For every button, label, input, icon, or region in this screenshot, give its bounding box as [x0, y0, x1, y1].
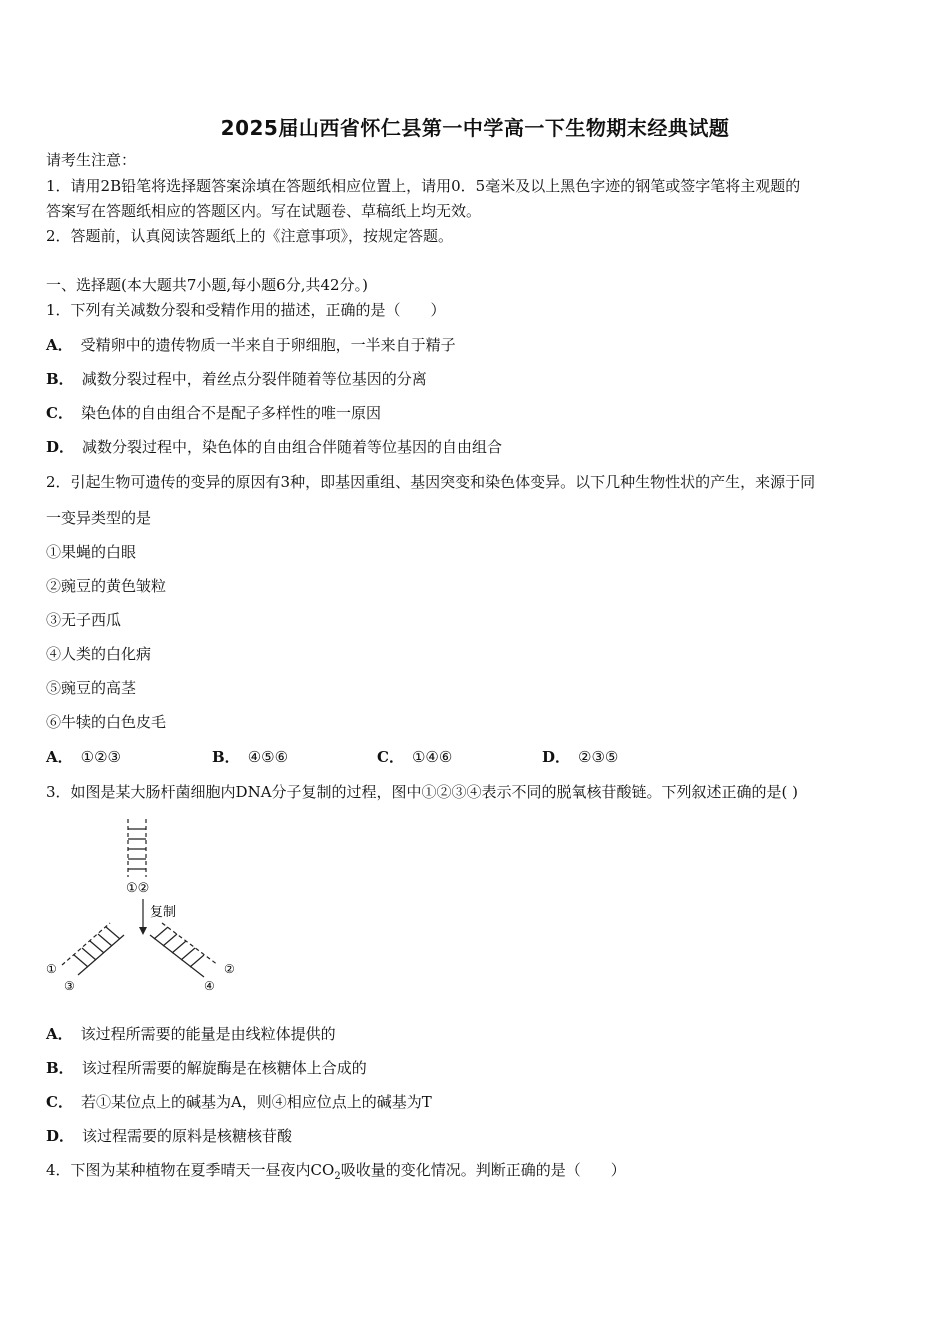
notice-line-2: 答案写在答题纸相应的答题区内。写在试题卷、草稿纸上均无效。 — [46, 202, 482, 220]
q2-item-6: ⑥牛犊的白色皮毛 — [46, 713, 167, 731]
q2-stem-line-2: 一变异类型的是 — [46, 509, 152, 527]
dna-replication-figure — [40, 815, 250, 1000]
option-label: B． — [46, 370, 74, 388]
q2-option-c — [377, 747, 452, 767]
q1-option-d — [46, 437, 502, 457]
option-text: ④⑤⑥ — [247, 748, 289, 766]
section-heading: 一、选择题(本大题共7小题,每小题6分,共42分。) — [46, 276, 368, 294]
q1-stem: 1．下列有关减数分裂和受精作用的描述，正确的是（ ） — [46, 301, 446, 319]
option-text: 该过程所需要的解旋酶是在核糖体上合成的 — [81, 1059, 367, 1077]
option-label: A． — [46, 748, 73, 766]
q2-option-a — [46, 747, 121, 767]
right-inner-label: ④ — [204, 979, 215, 993]
top-strand-labels: ①② — [126, 881, 150, 896]
left-daughter-dna — [62, 923, 124, 975]
q4-stem — [46, 1160, 626, 1187]
q2-option-b — [212, 747, 288, 767]
option-label: C． — [377, 748, 404, 766]
q3-option-a — [46, 1024, 336, 1044]
q2-item-2: ②豌豆的黄色皱粒 — [46, 577, 167, 595]
right-outer-label: ② — [224, 962, 235, 976]
option-text: 该过程所需要的能量是由线粒体提供的 — [80, 1025, 336, 1043]
option-text: 染色体的自由组合不是配子多样性的唯一原因 — [80, 404, 381, 422]
q2-item-5: ⑤豌豆的高茎 — [46, 679, 137, 697]
option-label: A． — [46, 1025, 73, 1043]
q3-option-c — [46, 1092, 432, 1112]
q1-option-b — [46, 369, 427, 389]
option-text: 受精卵中的遗传物质一半来自于卵细胞，一半来自于精子 — [80, 336, 456, 354]
option-label: C． — [46, 1093, 73, 1111]
right-daughter-dna — [150, 923, 218, 977]
notice-line-1: 1．请用2B铅笔将选择题答案涂填在答题纸相应位置上，请用0．5毫米及以上黑色字迹的钢笔或签字笔将主观题的 — [46, 177, 801, 195]
q1-option-a — [46, 335, 456, 355]
arrow-down-icon — [139, 899, 147, 935]
notice-heading: 请考生注意： — [46, 151, 137, 169]
option-label: A． — [46, 336, 73, 354]
option-text: 若①某位点上的碱基为A，则④相应位点上的碱基为T — [80, 1093, 432, 1111]
option-label: D． — [46, 1127, 75, 1145]
q2-item-4: ④人类的白化病 — [46, 645, 152, 663]
option-label: B． — [212, 748, 240, 766]
left-outer-label: ① — [46, 962, 57, 976]
left-inner-label: ③ — [64, 979, 75, 993]
option-text: 该过程需要的原料是核糖核苷酸 — [82, 1127, 293, 1145]
q1-option-c — [46, 403, 381, 423]
parent-dna-strands — [128, 819, 146, 877]
q2-option-d — [542, 747, 618, 767]
q2-item-3: ③无子西瓜 — [46, 611, 122, 629]
option-text: ②③⑤ — [578, 748, 619, 766]
q4-stem-start: 4．下图为某种植物在夏季晴天一昼夜内CO — [46, 1161, 335, 1179]
notice-line-3: 2．答题前，认真阅读答题纸上的《注意事项》，按规定答题。 — [46, 227, 454, 245]
option-label: C． — [46, 404, 73, 422]
q3-option-d — [46, 1126, 292, 1146]
option-label: D． — [46, 438, 75, 456]
option-text: 减数分裂过程中，着丝点分裂伴随着等位基因的分离 — [81, 370, 427, 388]
q3-stem: 3．如图是某大肠杆菌细胞内DNA分子复制的过程，图中①②③④表示不同的脱氧核苷酸链。下列叙述正确的是( ) — [46, 783, 799, 801]
q3-option-b — [46, 1058, 367, 1078]
option-text: ①②③ — [80, 748, 121, 766]
page-title: 2025届山西省怀仁县第一中学高一下生物期末经典试题 — [220, 116, 730, 140]
q4-stem-end: 吸收量的变化情况。判断正确的是（ ） — [340, 1161, 626, 1179]
option-text: 减数分裂过程中，染色体的自由组合伴随着等位基因的自由组合 — [82, 438, 503, 456]
q2-item-1: ①果蝇的白眼 — [46, 543, 137, 561]
replication-label: 复制 — [150, 905, 177, 920]
q4-stem-subscript: 2 — [334, 1171, 341, 1182]
option-label: B． — [46, 1059, 74, 1077]
option-label: D． — [542, 748, 571, 766]
option-text: ①④⑥ — [411, 748, 453, 766]
q2-stem-line-1: 2．引起生物可遗传的变异的原因有3种，即基因重组、基因突变和染色体变异。以下几种生物性状的产生，来源于同 — [46, 473, 816, 491]
